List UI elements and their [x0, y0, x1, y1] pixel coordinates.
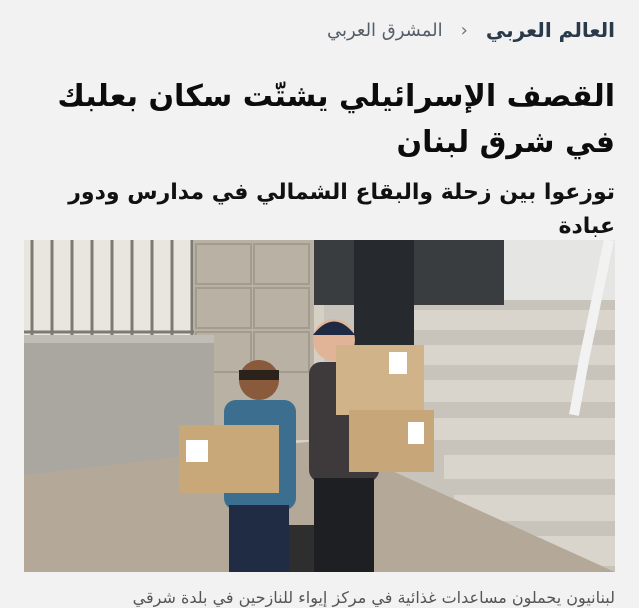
- article-photo[interactable]: [24, 240, 615, 572]
- breadcrumb: [24, 14, 615, 46]
- article-headline: القصف الإسرائيلي يشتّت سكان بعلبك في شرق لبنان: [57, 79, 615, 160]
- breadcrumb-section-link[interactable]: العالم العربي: [485, 18, 615, 42]
- photo-caption: لبنانيون يحملون مساعدات غذائية في مركز إيواء للنازحين في بلدة شرقي: [132, 588, 615, 607]
- photo-illustration: [24, 240, 615, 572]
- chevron-right-icon: ›: [460, 19, 468, 41]
- breadcrumb-subsection-link[interactable]: المشرق العربي: [326, 19, 443, 41]
- article-subheadline: توزعوا بين زحلة والبقاع الشمالي في مدارس ودور عبادة: [68, 180, 615, 239]
